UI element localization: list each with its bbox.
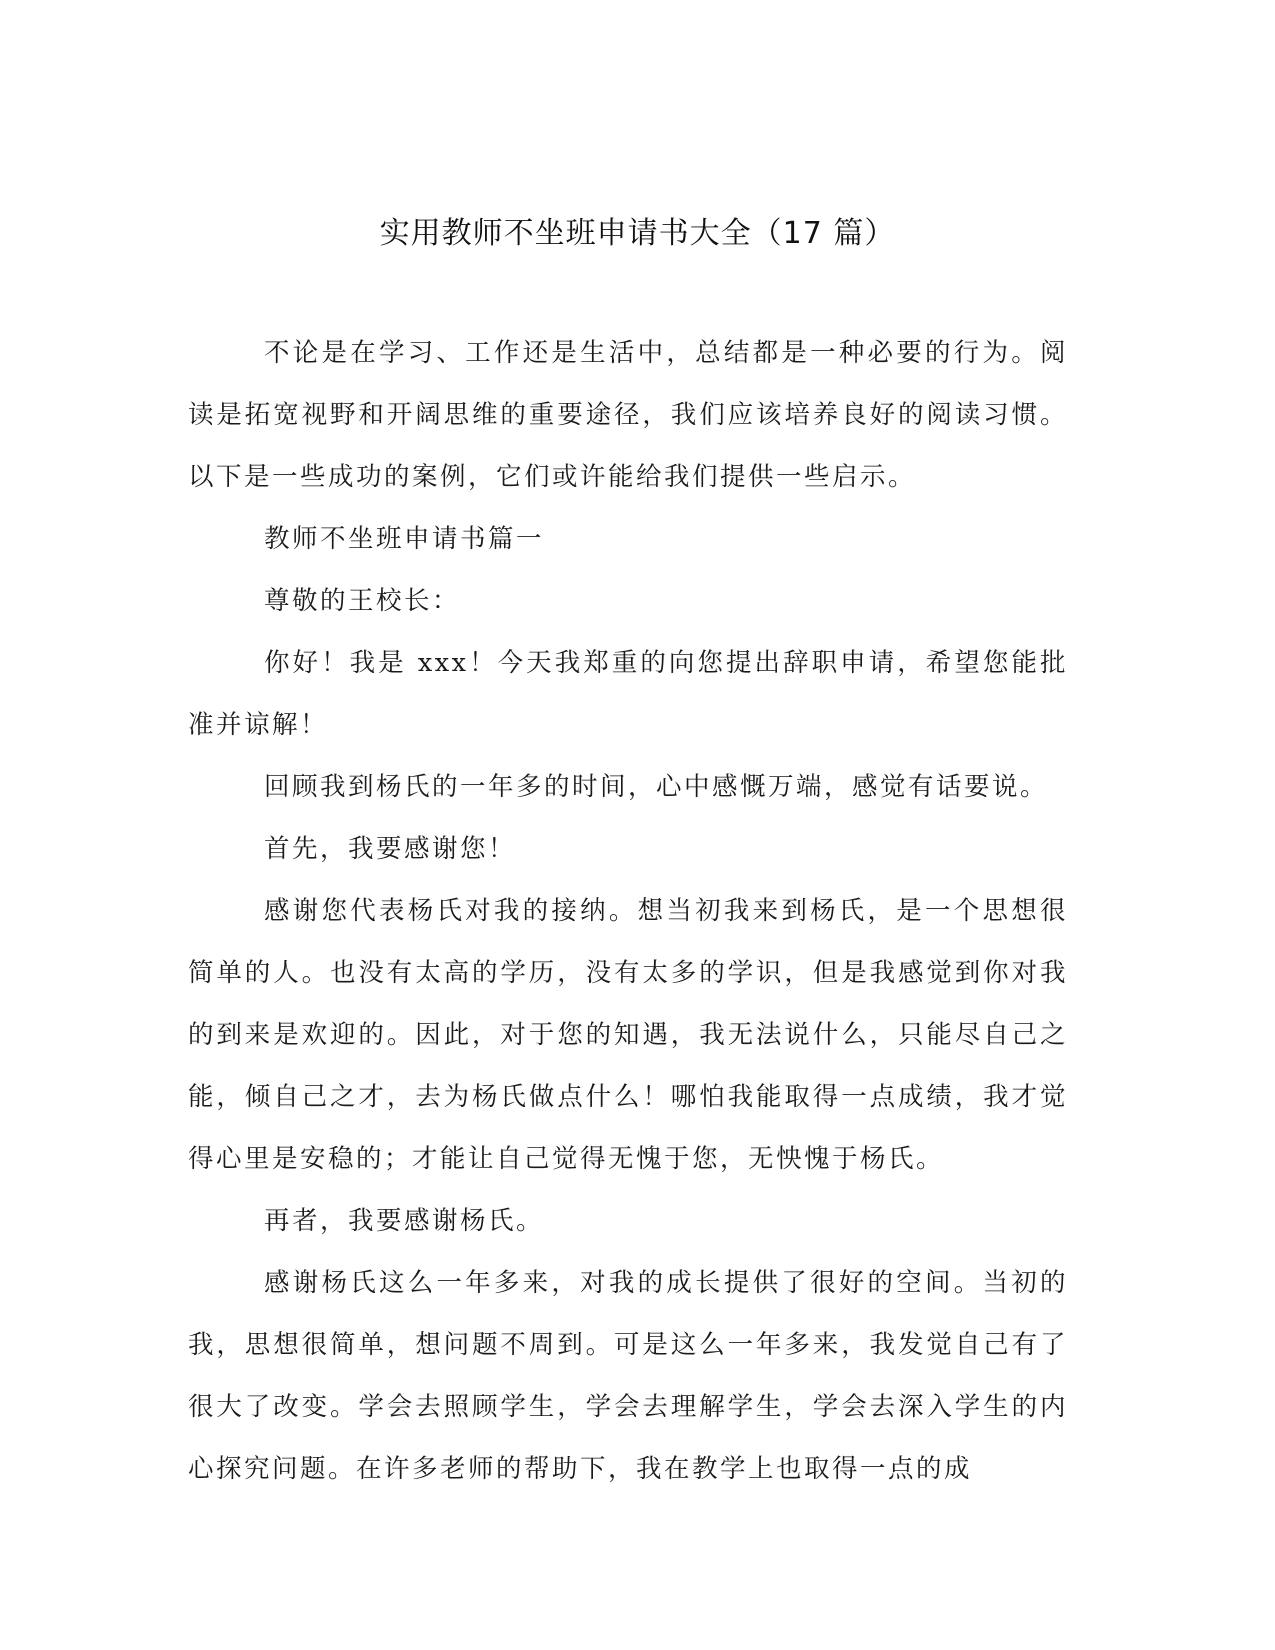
body-paragraph: 你好！我是 xxx！今天我郑重的向您提出辞职申请，希望您能批准并谅解！ [188,648,1068,740]
intro-paragraph: 不论是在学习、工作还是生活中，总结都是一种必要的行为。阅读是拓宽视野和开阔思维的重要途径，我们应该培养良好的阅读习惯。以下是一些成功的案例，它们或许能给我们提供一些启示。 [188,338,1068,492]
document-title: 实用教师不坐班申请书大全（17 篇） [379,216,896,251]
body-paragraph: 首先，我要感谢您！ [264,834,517,864]
body-paragraph: 再者，我要感谢杨氏。 [264,1206,545,1236]
document-body [188,322,1068,1500]
salutation: 尊敬的王校长： [264,586,461,616]
body-paragraph: 感谢您代表杨氏对我的接纳。想当初我来到杨氏，是一个思想很简单的人。也没有太高的学历，没有太多的学识，但是我感觉到你对我的到来是欢迎的。因此，对于您的知遇，我无法说什么，只能尽自己之能，倾自己之才，去为杨氏做点什么！哪怕我能取得一点成绩，我才觉得心里是安稳的；才能让自己觉得无愧于您，无怏愧于杨氏。 [188,896,1068,1174]
body-paragraph: 回顾我到杨氏的一年多的时间，心中感慨万端，感觉有话要说。 [264,772,1049,802]
section-heading: 教师不坐班申请书篇一 [264,524,545,554]
body-paragraph: 感谢杨氏这么一年多来，对我的成长提供了很好的空间。当初的我，思想很简单，想问题不周到。可是这么一年多来，我发觉自己有了很大了改变。学会去照顾学生，学会去理解学生，学会去深入学生的内心探究问题。在许多老师的帮助下，我在教学上也取得一点的成 [188,1268,1068,1484]
